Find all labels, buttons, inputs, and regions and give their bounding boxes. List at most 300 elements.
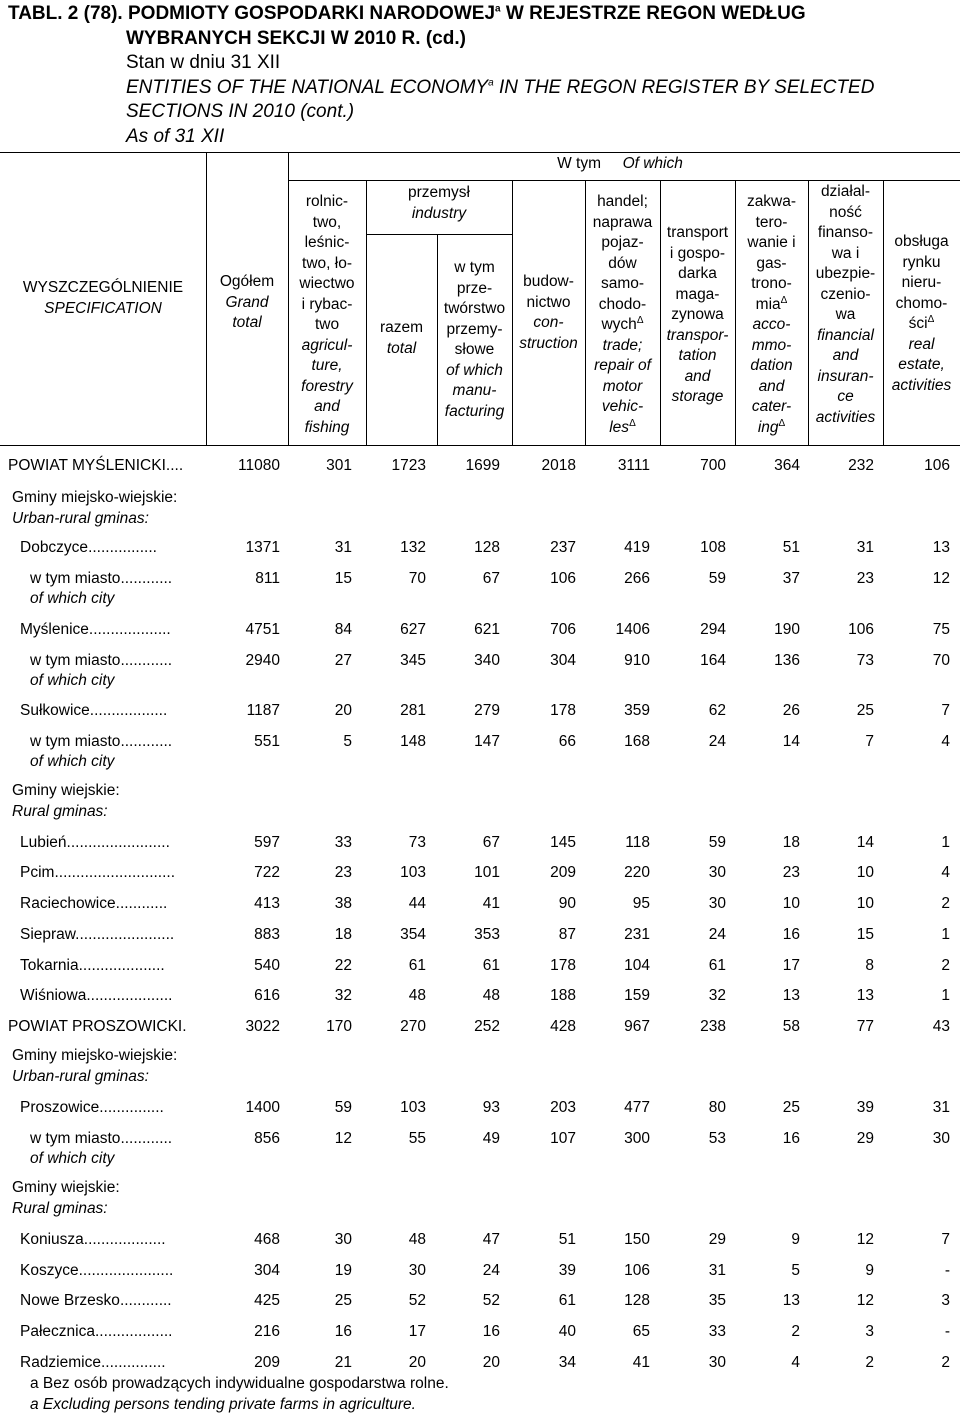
table-row (0, 537, 960, 559)
table-cell: 43 (932, 1018, 950, 1035)
table-cell: 811 (255, 570, 280, 587)
header-line-en: agricul- (301, 336, 353, 354)
header-agriculture (288, 192, 366, 438)
table-cell: 145 (550, 834, 576, 851)
table-cell: 32 (708, 987, 726, 1004)
table-cell: 1406 (615, 621, 650, 638)
table-cell: 70 (408, 570, 426, 587)
table-cell: 29 (708, 1231, 726, 1248)
header-line: tero- (755, 213, 788, 231)
header-construction (512, 272, 585, 354)
table-cell: 20 (334, 702, 352, 719)
table-cell: 428 (550, 1018, 576, 1035)
table-cell: 2 (941, 1354, 950, 1371)
row-label: Myślenice................... (20, 621, 171, 638)
table-cell: 16 (782, 1130, 800, 1147)
header-line: two (314, 316, 340, 333)
table-cell: 30 (708, 895, 726, 912)
table-cell: 106 (924, 457, 950, 474)
table-cell: 103 (400, 864, 426, 881)
header-line: działal- (820, 183, 871, 200)
row-label: POWIAT PROSZOWICKI. (8, 1018, 187, 1035)
header-industry-total: razem total (379, 319, 424, 357)
row-label: Proszowice............... (20, 1099, 164, 1116)
header-line: two, ło- (302, 254, 352, 272)
table-cell: 1699 (465, 457, 500, 474)
table-cell: 75 (932, 621, 950, 638)
header-manufacturing (437, 258, 512, 422)
table-cell: 353 (474, 926, 500, 943)
header-line: nieru- (901, 274, 942, 291)
table-cell: 23 (782, 864, 800, 881)
header-line: finanso- (817, 224, 874, 241)
table-cell: 55 (408, 1130, 426, 1147)
header-line: leśnic- (304, 234, 350, 251)
header-line: czenio- (820, 285, 871, 303)
table-cell: 38 (334, 895, 352, 912)
table-row (0, 1321, 960, 1343)
table-cell: 21 (334, 1354, 352, 1371)
header-line: ubezpie- (815, 265, 876, 282)
header-line: w tym (454, 259, 495, 276)
header-line: pojaz- (601, 234, 644, 251)
row-label: w tym miasto............ (30, 652, 173, 669)
table-cell: 188 (550, 987, 576, 1004)
table-title (8, 2, 958, 149)
table-cell: 3111 (617, 457, 650, 474)
table-cell: 340 (474, 652, 500, 669)
table-cell: 359 (624, 702, 650, 719)
table-cell: 425 (254, 1292, 280, 1309)
row-label: Raciechowice............ (20, 895, 168, 912)
table-cell: 2018 (541, 457, 576, 474)
header-line: chomo- (895, 294, 948, 312)
table-cell: 59 (708, 570, 726, 587)
table-cell: 73 (856, 652, 874, 669)
table-cell: 53 (708, 1130, 726, 1147)
table-cell: 1400 (245, 1099, 280, 1116)
table-row (0, 1229, 960, 1251)
header-accommodation (735, 192, 808, 438)
table-cell: 5 (343, 733, 352, 750)
header-line: wanie i (747, 234, 796, 251)
header-line-en: storage (671, 388, 724, 405)
header-line-en: activities (815, 408, 876, 426)
table-cell: 20 (482, 1354, 500, 1371)
table-cell: 30 (408, 1262, 426, 1279)
table-cell: 304 (254, 1262, 280, 1279)
header-real-estate (883, 232, 960, 396)
table-cell: 103 (400, 1099, 426, 1116)
table-cell: 58 (782, 1018, 800, 1035)
header-line-en: cater- (751, 398, 792, 415)
table-cell: 3022 (245, 1018, 280, 1035)
table-cell: 77 (856, 1018, 874, 1035)
table-cell: 108 (700, 539, 726, 556)
table-cell: 15 (334, 570, 352, 587)
header-line-en: estate, (898, 356, 945, 373)
table-row (0, 1290, 960, 1312)
table-cell: 52 (482, 1292, 500, 1309)
table-cell: 551 (254, 733, 280, 750)
header-line: trono- (751, 275, 792, 292)
header-line-en: ce (837, 388, 854, 405)
header-line: wych$^\Delta$ (601, 314, 644, 333)
table-cell: 30 (334, 1231, 352, 1248)
row-label: POWIAT MYŚLENICKI.... (8, 457, 184, 474)
table-row (0, 1097, 960, 1119)
header-line: rolnic- (305, 193, 349, 210)
table-cell: 300 (624, 1130, 650, 1147)
header-line-en: transpor- (666, 326, 729, 344)
header-line-en: and (314, 398, 340, 415)
row-label: Nowe Brzesko............ (20, 1292, 172, 1309)
footnote: a Bez osób prowadzących indywidualne gospodarstwa rolne. a Excluding persons tending private farms in agriculture. (30, 1375, 449, 1413)
table-cell: 14 (856, 834, 874, 851)
table-cell: 90 (558, 895, 576, 912)
table-cell: 49 (482, 1130, 500, 1147)
group-heading: Gminy wiejskie: Rural gminas: (12, 1179, 120, 1217)
table-row (0, 1352, 960, 1374)
table-cell: 48 (408, 987, 426, 1004)
header-line: samo- (600, 275, 645, 292)
table-cell: 7 (941, 702, 950, 719)
table-cell: 30 (708, 864, 726, 881)
table-cell: 301 (326, 457, 352, 474)
header-line: ność (829, 203, 862, 221)
row-label: w tym miasto............ (30, 733, 173, 750)
table-cell: 106 (848, 621, 874, 638)
table-cell: 41 (632, 1354, 650, 1371)
header-line-en: tation (678, 347, 717, 364)
table-cell: 106 (550, 570, 576, 587)
table-cell: 19 (334, 1262, 352, 1279)
table-cell: 252 (474, 1018, 500, 1035)
table-cell: 706 (550, 621, 576, 638)
table-cell: 40 (558, 1323, 576, 1340)
table-cell: 24 (708, 733, 726, 750)
table-cell: 15 (856, 926, 874, 943)
header-total: Ogółem Grand total (219, 273, 275, 331)
table-cell: 31 (708, 1262, 726, 1279)
table-cell: 150 (624, 1231, 650, 1248)
table-cell: 2 (941, 895, 950, 912)
header-line-en: mmo- (751, 336, 792, 354)
table-cell: 29 (856, 1130, 874, 1147)
table-cell: 25 (782, 1099, 800, 1116)
table-cell: 9 (865, 1262, 874, 1279)
table-cell: 25 (856, 702, 874, 719)
header-line-en: of which (446, 361, 503, 379)
table-cell: 35 (708, 1292, 726, 1309)
table-cell: 87 (558, 926, 576, 943)
table-cell: 7 (865, 733, 874, 750)
table-cell: 11080 (238, 457, 280, 474)
table-cell: 93 (482, 1099, 500, 1116)
table-cell: 106 (624, 1262, 650, 1279)
table-cell: 13 (932, 539, 950, 556)
table-cell: 18 (334, 926, 352, 943)
table-cell: 41 (482, 895, 500, 912)
table-row (0, 924, 960, 946)
table-cell: 84 (334, 621, 352, 638)
table-cell: 621 (474, 621, 500, 638)
table-cell: 39 (856, 1099, 874, 1116)
table-cell: 136 (774, 652, 800, 669)
table-cell: 16 (482, 1323, 500, 1340)
header-line-en: and (684, 367, 711, 385)
header-line: chodo- (598, 295, 647, 313)
table-cell: 33 (334, 834, 352, 851)
header-line: wa i (831, 244, 860, 262)
header-line-en: manu- (452, 382, 497, 399)
header-line: i gospo- (669, 244, 726, 262)
table-cell: 4 (941, 733, 950, 750)
table-cell: 132 (400, 539, 426, 556)
header-line: twórstwo (443, 300, 506, 317)
table-cell: 1187 (246, 702, 280, 719)
header-line: naprawa (592, 213, 653, 231)
row-label: Pałecznica.................. (20, 1323, 173, 1340)
header-line-en: fishing (304, 418, 350, 436)
header-line: mia$^\Delta$ (755, 294, 788, 313)
table-cell: 67 (482, 570, 500, 587)
header-specification: WYSZCZEGÓLNIENIE SPECIFICATION (22, 279, 184, 317)
table-cell: 1 (941, 834, 950, 851)
table-cell: 67 (482, 834, 500, 851)
table-cell: 477 (624, 1099, 650, 1116)
table-cell: 48 (482, 987, 500, 1004)
table-cell: 13 (856, 987, 874, 1004)
title-line-1: TABL. 2 (78). PODMIOTY GOSPODARKI NARODOWEJ$^a$ W REJESTRZE REGON WEDŁUG (8, 3, 806, 24)
table-cell: 70 (932, 652, 950, 669)
header-line: rynku (902, 253, 941, 271)
table-cell: 1 (941, 987, 950, 1004)
table-row (0, 955, 960, 977)
table-row (0, 985, 960, 1007)
row-label-en: of which city (30, 590, 115, 607)
header-line-en: repair of (594, 357, 651, 374)
row-label: Lubień........................ (20, 834, 170, 851)
table-cell: 364 (774, 457, 800, 474)
table-cell: 190 (774, 621, 800, 638)
table-cell: 22 (334, 957, 352, 974)
table-cell: 33 (708, 1323, 726, 1340)
table-cell: 12 (334, 1130, 352, 1147)
table-cell: 95 (632, 895, 650, 912)
table-cell: 51 (782, 539, 800, 556)
table-cell: 294 (700, 621, 726, 638)
table-row (0, 568, 960, 607)
table-cell: 17 (782, 957, 800, 974)
header-industry: przemysł industry (407, 184, 470, 222)
header-line-en: dation (750, 357, 793, 374)
title-line-3: Stan w dniu 31 XII (126, 52, 281, 73)
header-line: obsługa (894, 233, 949, 250)
header-line: darka (678, 265, 717, 282)
table-cell: 44 (408, 895, 426, 912)
table-cell: 209 (550, 864, 576, 881)
table-cell: 34 (558, 1354, 576, 1371)
table-cell: 178 (550, 702, 576, 719)
header-line-en: financial (817, 326, 874, 344)
table-cell: 62 (708, 702, 726, 719)
table-cell: 31 (334, 539, 352, 556)
table-cell: 170 (326, 1018, 352, 1035)
row-label: Koszyce...................... (20, 1262, 174, 1279)
table-cell: 101 (474, 864, 500, 881)
table-cell: 4 (791, 1354, 800, 1371)
header-line-en: ture, (311, 357, 343, 374)
table-cell: 26 (782, 702, 800, 719)
table-cell: 967 (624, 1018, 650, 1035)
group-heading: Gminy miejsko-wiejskie: Urban-rural gminas: (12, 1047, 178, 1085)
table-cell: 61 (482, 957, 500, 974)
row-label: Dobczyce................ (20, 539, 157, 556)
row-label-en: of which city (30, 1150, 115, 1167)
table-cell: 61 (708, 957, 726, 974)
table-cell: 61 (408, 957, 426, 974)
table-cell: 52 (408, 1292, 426, 1309)
header-line-en: real (908, 335, 935, 353)
table-cell: 178 (550, 957, 576, 974)
title-line-6: As of 31 XII (126, 125, 225, 147)
table-cell: 209 (254, 1354, 280, 1371)
table-row (0, 650, 960, 689)
header-line: handel; (597, 193, 648, 210)
header-line-en: and (832, 347, 859, 364)
table-cell: 3 (865, 1323, 874, 1340)
table-cell: 16 (782, 926, 800, 943)
table-cell: 7 (941, 1231, 950, 1248)
table-cell: 10 (856, 895, 874, 912)
table-cell: 73 (408, 834, 426, 851)
header-line-en: vehic- (601, 398, 644, 415)
header-line: maga- (675, 285, 720, 303)
header-line-en: struction (519, 334, 578, 352)
table-cell: 910 (624, 652, 650, 669)
group-heading: Gminy wiejskie: Rural gminas: (12, 782, 120, 820)
row-label: Pcim............................ (20, 864, 176, 881)
header-line: wiectwo (299, 275, 355, 292)
table-cell: 232 (848, 457, 874, 474)
title-line-5: SECTIONS IN 2010 (cont.) (126, 101, 355, 122)
table-row (0, 862, 960, 884)
table-row (0, 893, 960, 915)
row-label: Sułkowice.................. (20, 702, 168, 719)
table-cell: 118 (625, 834, 650, 851)
table-cell: 2 (941, 957, 950, 974)
header-line: wa (835, 306, 856, 323)
table-cell: 16 (334, 1323, 352, 1340)
table-cell: 107 (550, 1130, 576, 1147)
table-cell: 164 (700, 652, 726, 669)
table-cell: 1 (941, 926, 950, 943)
table-row (0, 619, 960, 641)
table-cell: 13 (782, 1292, 800, 1309)
table-cell: - (944, 1262, 950, 1279)
header-line-en: acco- (752, 316, 791, 333)
row-label: Tokarnia.................... (20, 957, 165, 974)
header-line: prze- (456, 279, 493, 297)
table-cell: 3 (941, 1292, 950, 1309)
table-cell: 12 (856, 1231, 874, 1248)
table-cell: 30 (708, 1354, 726, 1371)
table-cell: 856 (254, 1130, 280, 1147)
table-cell: 66 (558, 733, 576, 750)
table-cell: 23 (856, 570, 874, 587)
header-of-which: W tym Of which (557, 155, 683, 172)
table-cell: 1371 (245, 539, 280, 556)
table-cell: 128 (474, 539, 500, 556)
table-cell: 4 (941, 864, 950, 881)
table-cell: 39 (558, 1262, 576, 1279)
table-cell: 104 (624, 957, 650, 974)
table-cell: 17 (408, 1323, 426, 1340)
table-cell: 31 (856, 539, 874, 556)
table-cell: 597 (254, 834, 280, 851)
table-cell: 12 (856, 1292, 874, 1309)
table-cell: 12 (932, 570, 950, 587)
header-line-en: and (758, 377, 785, 395)
table-cell: 231 (624, 926, 650, 943)
title-line-4: ENTITIES OF THE NATIONAL ECONOMY$^a$ IN THE REGON REGISTER BY SELECTED (126, 76, 875, 98)
table-cell: 354 (400, 926, 426, 943)
table-row (0, 700, 960, 722)
table-cell: 27 (334, 652, 352, 669)
table-cell: 413 (254, 895, 280, 912)
table-cell: 168 (624, 733, 650, 750)
table-cell: 25 (334, 1292, 352, 1309)
table-cell: 2 (865, 1354, 874, 1371)
header-transport (660, 223, 735, 408)
table-cell: 18 (782, 834, 800, 851)
header-line: zakwa- (746, 193, 797, 210)
table-cell: 2940 (245, 652, 280, 669)
table-cell: 14 (782, 733, 800, 750)
header-line: transport (666, 224, 729, 241)
table-cell: 80 (708, 1099, 726, 1116)
group-heading: Gminy miejsko-wiejskie: Urban-rural gminas: (12, 489, 178, 527)
row-label: Siepraw....................... (20, 926, 175, 943)
header-line: two, (312, 213, 342, 231)
header-line-en: activities (891, 376, 952, 394)
table-cell: 216 (254, 1323, 280, 1340)
table-cell: 1723 (391, 457, 426, 474)
table-cell: 5 (791, 1262, 800, 1279)
table-cell: 24 (708, 926, 726, 943)
row-label: Wiśniowa.................... (20, 987, 173, 1004)
header-line-en: ing$^\Delta$ (757, 417, 786, 436)
header-line: przemy- (446, 320, 503, 338)
table-cell: 159 (624, 987, 650, 1004)
header-line: i rybac- (301, 295, 353, 313)
header-line-en: insuran- (817, 367, 874, 385)
industry-rule (366, 234, 512, 235)
table-cell: 281 (400, 702, 426, 719)
header-line-en: trade; (602, 336, 643, 354)
row-label: Koniusza................... (20, 1231, 166, 1248)
table-cell: 616 (254, 987, 280, 1004)
table-cell: 883 (254, 926, 280, 943)
table-cell: 266 (624, 570, 650, 587)
table-cell: 147 (474, 733, 500, 750)
header-line: budow- (523, 273, 574, 290)
header-line-en: les$^\Delta$ (609, 417, 636, 436)
row-label: Radziemice............... (20, 1354, 166, 1371)
table-cell: 10 (856, 864, 874, 881)
table-cell: 2 (791, 1323, 800, 1340)
